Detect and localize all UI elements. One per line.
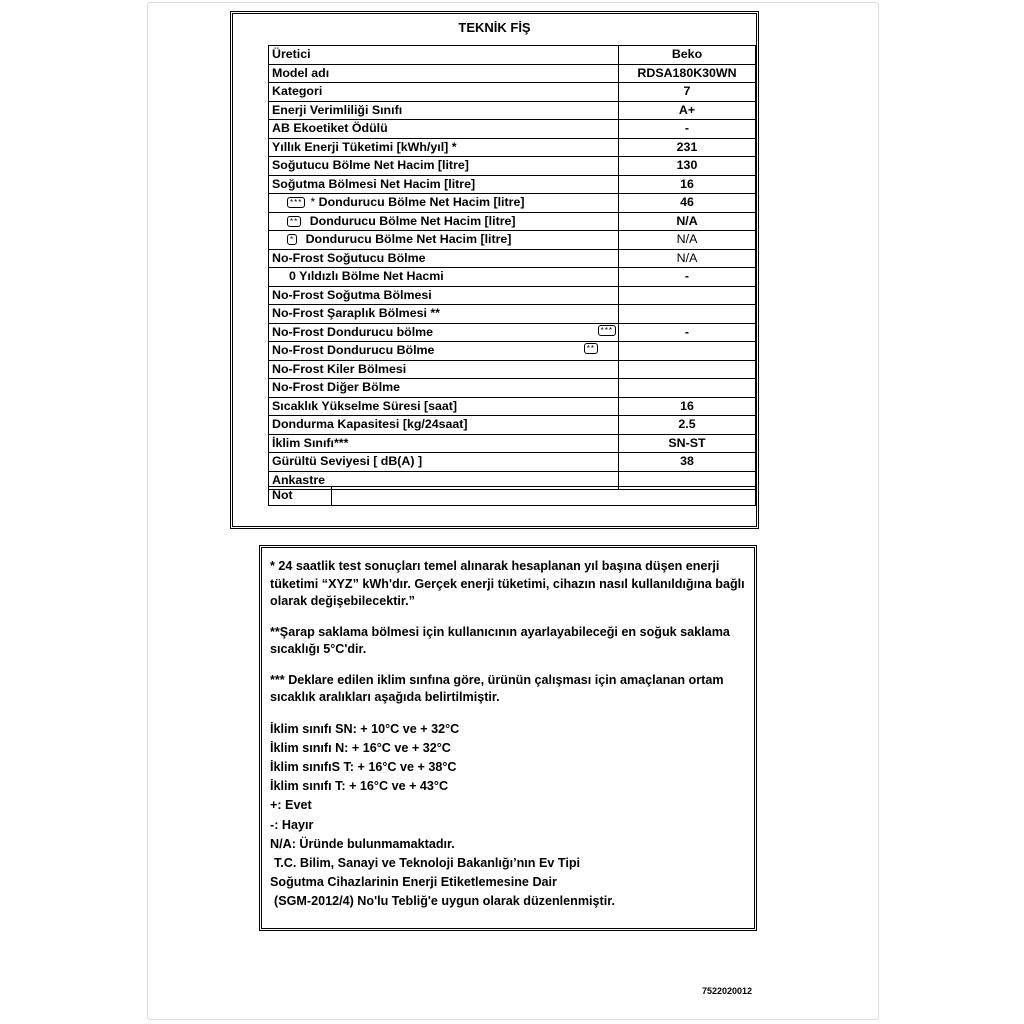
row-value: A+	[619, 101, 756, 120]
row-label-cell	[269, 323, 619, 342]
row-value: 38	[619, 453, 756, 472]
row-label-cell	[269, 194, 619, 213]
row-label: 0 Yıldızlı Bölme Net Hacmi	[269, 268, 619, 287]
row-label: Dondurma Kapasitesi [kg/24saat]	[269, 416, 619, 435]
row-label: Enerji Verimliliği Sınıfı	[269, 101, 619, 120]
footnotes-frame	[259, 545, 757, 931]
table-row	[269, 305, 756, 324]
table-row	[269, 453, 756, 472]
row-label-cell	[269, 212, 619, 231]
row-value	[619, 305, 756, 324]
row-value: SN-ST	[619, 434, 756, 453]
regulation-line-1: T.C. Bilim, Sanayi ve Teknoloji Bakanlığı’nın Ev Tipi	[274, 855, 581, 870]
row-label: Dondurucu Bölme Net Hacim [litre]	[305, 232, 512, 247]
not-value	[332, 487, 756, 506]
row-label-cell	[269, 231, 619, 250]
footnote-climate: *** Deklare edilen iklim sınfına göre, ürünün çalışması için amaçlanan ortam sıcaklık aralıkları aşağıda belirtilmiştir.	[270, 672, 724, 704]
row-label: Yıllık Enerji Tüketimi [kWh/yıl] *	[269, 138, 619, 157]
row-value: N/A	[619, 249, 756, 268]
table-row	[269, 175, 756, 194]
row-value: 46	[619, 194, 756, 213]
table-row	[269, 416, 756, 435]
row-label: Kategori	[269, 83, 619, 102]
table-row	[269, 64, 756, 83]
climate-class-n: İklim sınıfı N: + 16°C ve + 32°C	[270, 740, 451, 755]
stars-text: **	[586, 344, 595, 353]
table-row	[269, 194, 756, 213]
two-star-icon: **	[287, 216, 301, 227]
footnote-wine: **Şarap saklama bölmesi için kullanıcının ayarlayabileceği en soğuk saklama sıcaklığı 5°C'dir.	[270, 624, 730, 656]
row-label: Ankastre	[269, 471, 619, 490]
row-value: 130	[619, 157, 756, 176]
table-row	[269, 231, 756, 250]
row-label: Sıcaklık Yükselme Süresi [saat]	[269, 397, 619, 416]
row-label: Gürültü Seviyesi [ dB(A) ]	[269, 453, 619, 472]
climate-class-t: İklim sınıfı T: + 16°C ve + 43°C	[270, 779, 449, 794]
row-value: Beko	[619, 46, 756, 65]
three-star-icon: ***	[287, 197, 305, 208]
sheet-title: TEKNİK FİŞ	[458, 20, 531, 35]
table-row	[269, 157, 756, 176]
table-row	[269, 101, 756, 120]
row-value: -	[619, 323, 756, 342]
table-row	[269, 268, 756, 287]
table-row	[269, 286, 756, 305]
row-value	[619, 342, 756, 361]
row-value: 7	[619, 83, 756, 102]
row-label: No-Frost Diğer Bölme	[269, 379, 619, 398]
regulation-line-2: Soğutma Cihazlarinin Enerji Etiketlemesine Dair	[270, 875, 557, 890]
table-row	[269, 138, 756, 157]
row-label: Model adı	[269, 64, 619, 83]
spec-table	[268, 45, 756, 490]
row-label: Dondurucu Bölme Net Hacim [litre]	[309, 213, 516, 228]
row-value: N/A	[619, 212, 756, 231]
one-star-icon: *	[287, 234, 297, 245]
table-row	[269, 46, 756, 65]
star-suffix: *	[310, 195, 316, 210]
not-label: Not	[269, 487, 332, 506]
table-row	[269, 487, 756, 506]
climate-class-st: İklim sınıfıS T: + 16°C ve + 38°C	[270, 759, 457, 774]
row-label: No-Frost Dondurucu bölme	[272, 324, 434, 339]
row-label: Soğutucu Bölme Net Hacim [litre]	[269, 157, 619, 176]
table-row	[269, 249, 756, 268]
footnotes	[270, 558, 748, 912]
row-value	[619, 379, 756, 398]
row-label: No-Frost Soğutma Bölmesi	[269, 286, 619, 305]
table-row	[269, 83, 756, 102]
row-label: Dondurucu Bölme Net Hacim [litre]	[318, 195, 525, 210]
footnote-energy: * 24 saatlik test sonuçları temel alınarak hesaplanan yıl başına düşen enerji tüketimi “XYZ” kWh'dır. Gerçek enerji tüketimi, cihazın nasıl kullanıldığına bağlı olarak değişebilecektir.”	[270, 559, 745, 608]
regulation-line-3: (SGM-2012/4) No'lu Tebliğ'e uygun olarak düzenlenmiştir.	[274, 894, 615, 909]
table-row	[269, 120, 756, 139]
technical-sheet-frame	[230, 11, 759, 529]
row-value	[619, 360, 756, 379]
table-row	[269, 434, 756, 453]
row-label: İklim Sınıfı***	[269, 434, 619, 453]
legend-yes: +: Evet	[270, 798, 312, 813]
table-row	[269, 342, 756, 361]
table-row	[269, 360, 756, 379]
row-label: No-Frost Kiler Bölmesi	[269, 360, 619, 379]
stars-text: ***	[600, 325, 613, 335]
two-star-icon	[584, 343, 598, 354]
row-label: Soğutma Bölmesi Net Hacim [litre]	[269, 175, 619, 194]
row-value: 16	[619, 175, 756, 194]
row-value	[619, 286, 756, 305]
legend-na: N/A: Üründe bulunmamaktadır.	[270, 836, 455, 851]
row-value: N/A	[619, 231, 756, 250]
row-value: 2.5	[619, 416, 756, 435]
legend-no: -: Hayır	[270, 817, 314, 832]
document-code: 7522020012	[702, 986, 753, 996]
table-row	[269, 212, 756, 231]
row-value: RDSA180K30WN	[619, 64, 756, 83]
row-value: 231	[619, 138, 756, 157]
table-row	[269, 323, 756, 342]
table-row	[269, 379, 756, 398]
row-label: No-Frost Dondurucu Bölme	[272, 343, 435, 358]
row-label-cell	[269, 342, 619, 361]
row-label: AB Ekoetiket Ödülü	[269, 120, 619, 139]
row-label: Üretici	[269, 46, 619, 65]
row-value: -	[619, 268, 756, 287]
not-row-table	[268, 486, 756, 506]
three-star-icon	[598, 325, 616, 336]
row-label: No-Frost Şaraplık Bölmesi **	[269, 305, 619, 324]
row-label: No-Frost Soğutucu Bölme	[269, 249, 619, 268]
climate-class-sn: İklim sınıfı SN: + 10°C ve + 32°C	[270, 721, 460, 736]
row-value: -	[619, 120, 756, 139]
row-value: 16	[619, 397, 756, 416]
table-row	[269, 397, 756, 416]
